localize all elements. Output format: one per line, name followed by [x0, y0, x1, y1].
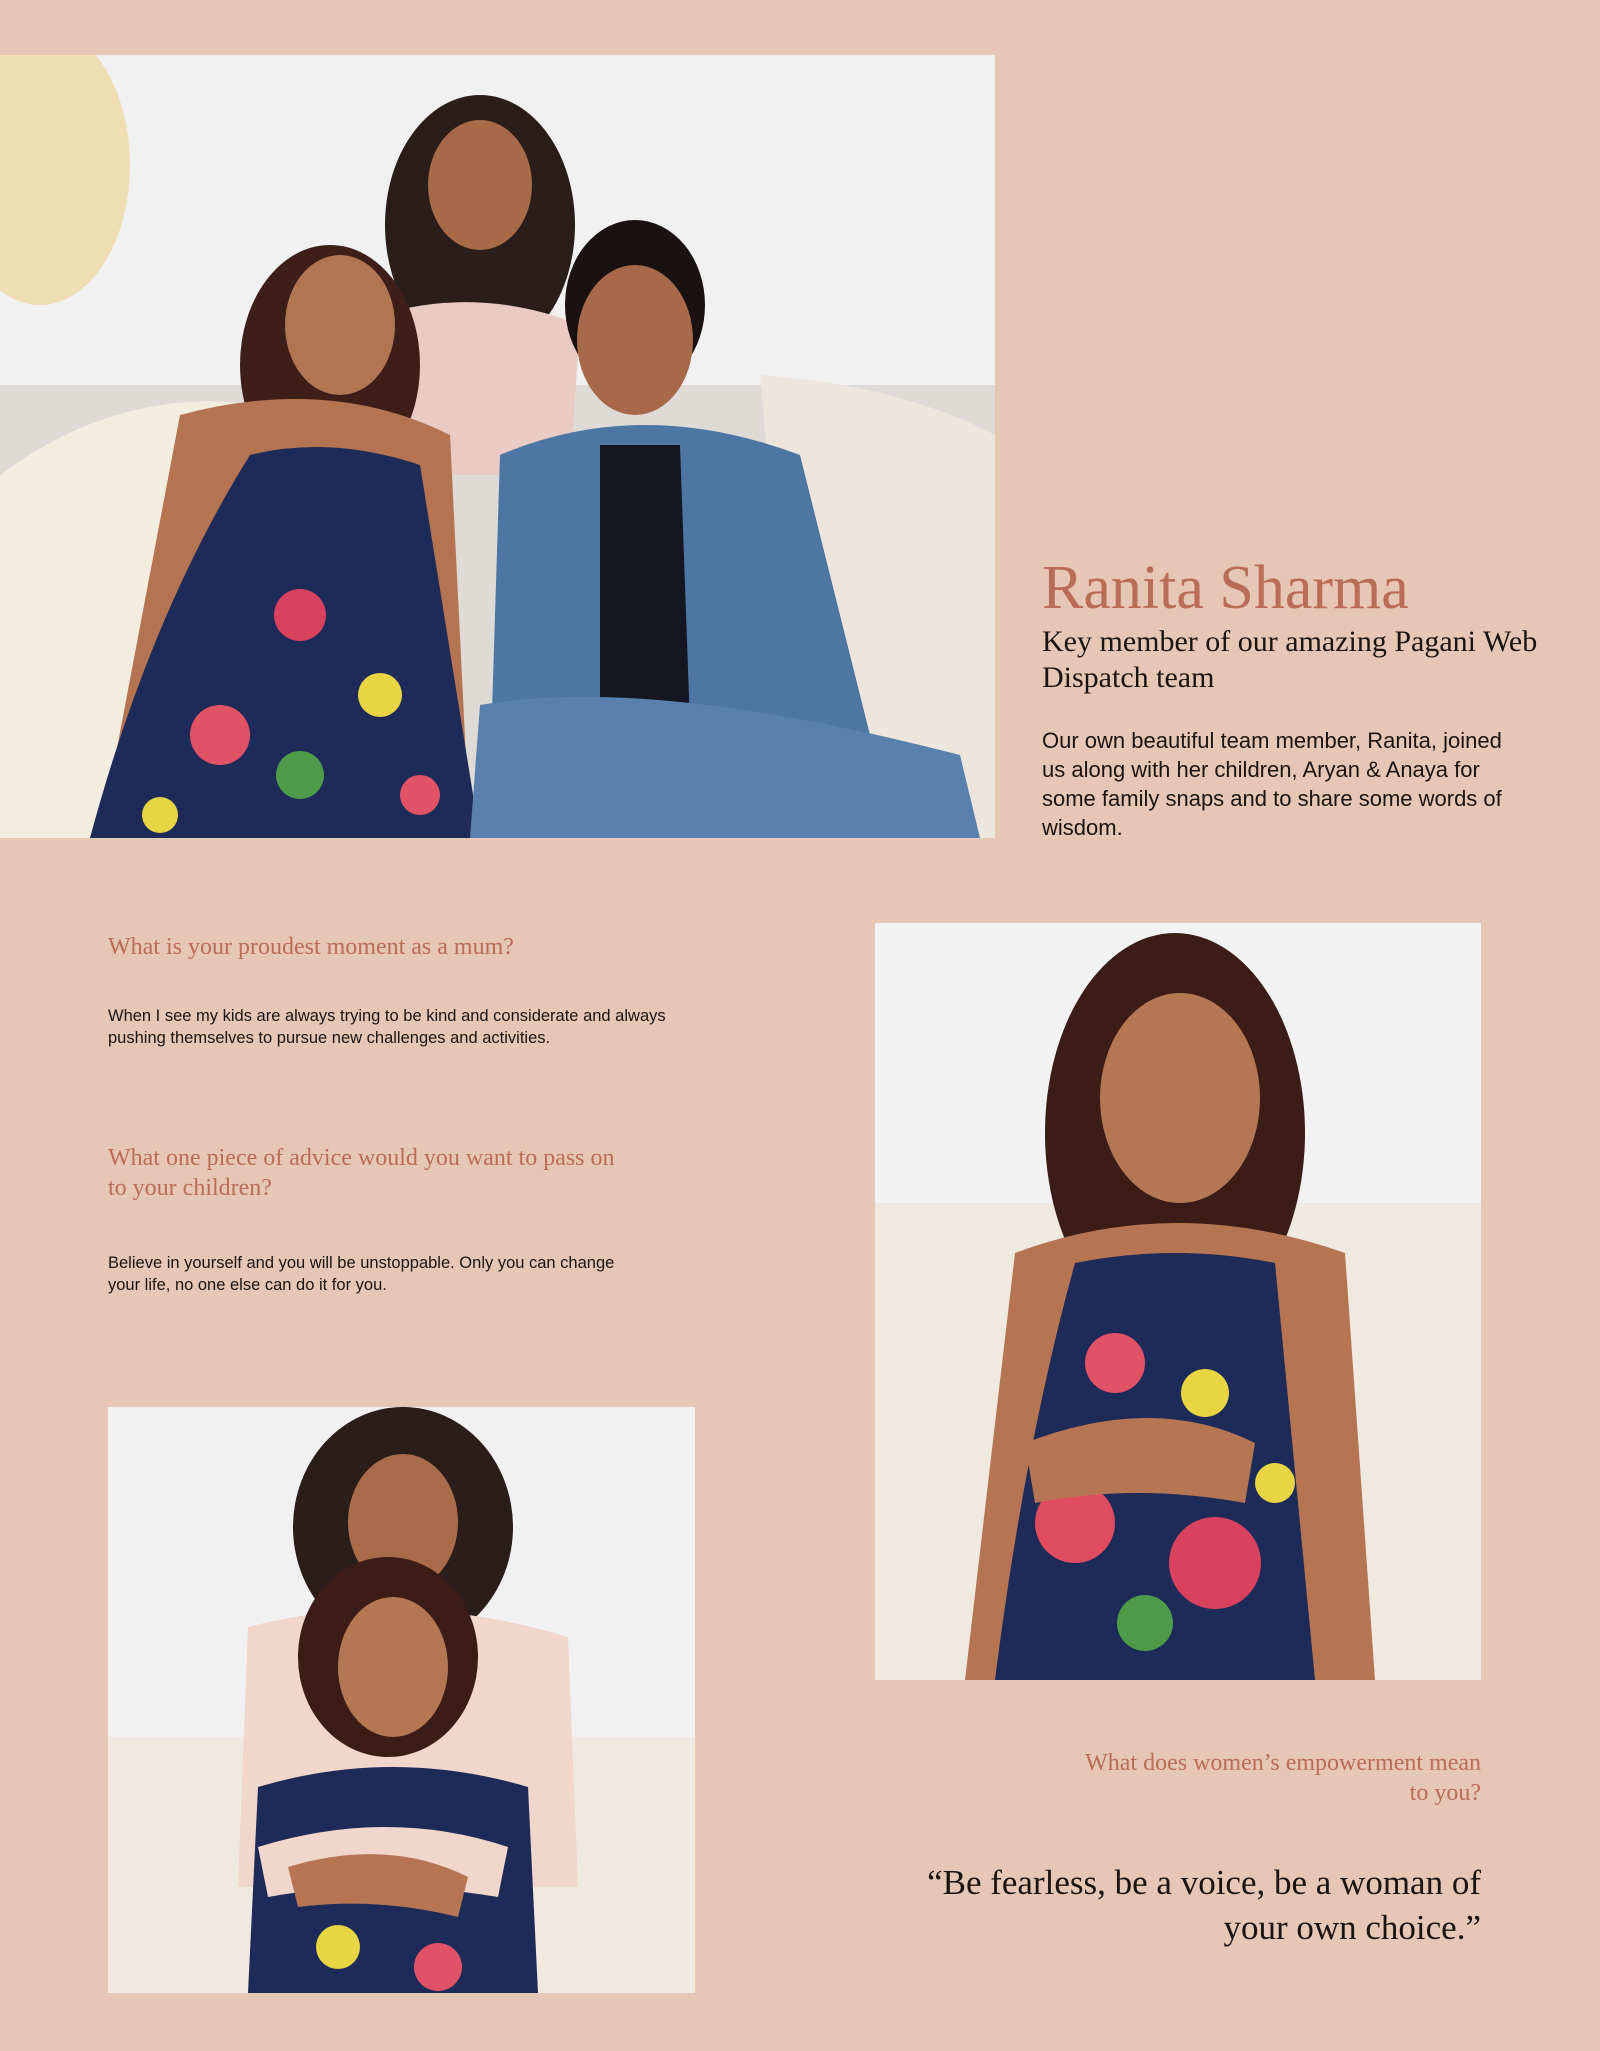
family-photo	[0, 55, 995, 838]
question-advice: What one piece of advice would you want to pass on to your children?	[108, 1145, 615, 1201]
profile-subtitle: Key member of our amazing Pagani Web Dispatch team	[1042, 625, 1538, 694]
question-proudest-moment: What is your proudest moment as a mum?	[108, 934, 514, 960]
answer-proudest-moment: When I see my kids are always trying to be kind and considerate and always pushing themselves to pursue new challenges and activities.	[108, 1007, 666, 1047]
question-empowerment: What does women’s empowerment mean to you?	[1085, 1750, 1481, 1806]
empowerment-quote: “Be fearless, be a voice, be a woman of your own choice.”	[927, 1863, 1481, 1947]
profile-name: Ranita Sharma	[1042, 554, 1409, 622]
portrait-photo	[875, 923, 1481, 1680]
profile-intro: Our own beautiful team member, Ranita, joined us along with her children, Aryan & Anaya for some family snaps and to share some words of wisdom.	[1042, 728, 1502, 840]
mother-daughter-photo	[108, 1407, 695, 1993]
answer-advice: Believe in yourself and you will be unstoppable. Only you can change your life, no one else can do it for you.	[108, 1254, 615, 1294]
